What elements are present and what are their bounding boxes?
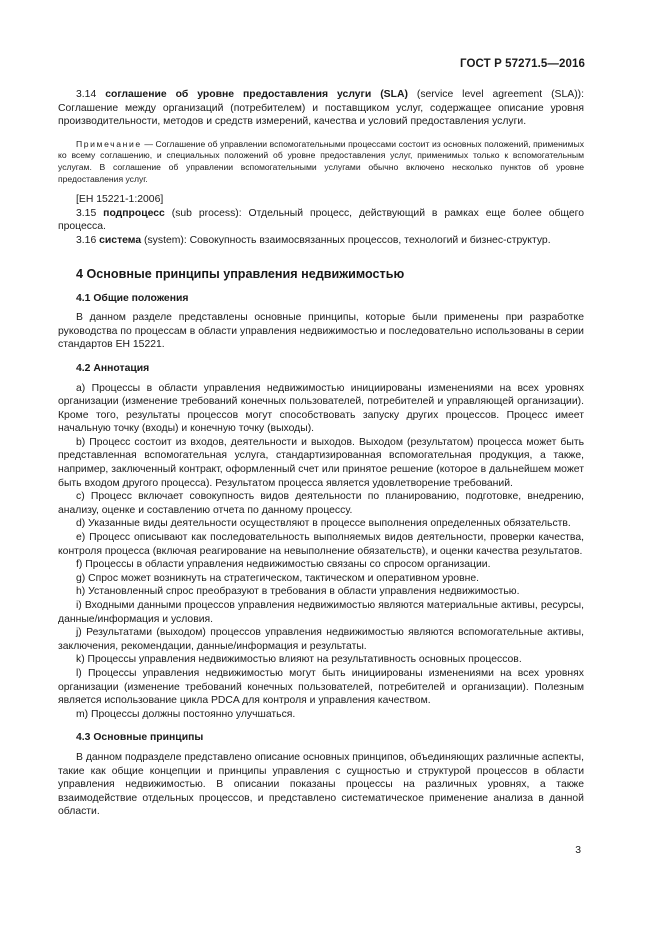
definition-3-15	[58, 207, 584, 234]
list-item: i) Входными данными процессов управления недвижимостью являются материальные активы, ресурсы, данные/информация и условия.	[58, 600, 584, 625]
page-body	[58, 88, 584, 819]
definition-number: 3.16	[76, 234, 97, 246]
list-item: k) Процессы управления недвижимостью влияют на результативность основных процессов.	[76, 654, 522, 666]
note-label: Примечание	[76, 138, 142, 149]
list-item: l) Процессы управления недвижимостью могут быть инициированы изменениями на всех уровнях организации (изменение требований конечных пользователей, потребителей и организации). Полезным является использование цикла PDCA для контроля и управления качеством.	[58, 667, 584, 707]
note-paragraph	[58, 139, 584, 185]
subsection-4-3-text: В данном подразделе представлено описание основных принципов, объединяющих различные аспекты, такие как общие концепции и принципы управления с сущностью и структурой процессов в области управления недвижимостью. В описании показаны процессы на различных уровнях, а также взаимодействие отдельных процессов, и представлено систематическое применение анализа в данной области.	[58, 751, 584, 818]
definition-number: 3.15	[76, 207, 97, 219]
definition-term: подпроцесс	[103, 207, 165, 219]
definition-3-16	[58, 234, 584, 248]
definition-text: (service level agreement (SLA)): Соглашение между организаций (потребителем) и поставщиком услуг, содержащее описание уровня производительности, методов и средств измерений, качества и условий предоставления услуги.	[58, 89, 585, 128]
definition-text: (system): Совокупность взаимосвязанных процессов, технологий и бизнес-структур.	[141, 234, 551, 246]
page-number: 3	[575, 845, 581, 856]
list-item: h) Установленный спрос преобразуют в требования в области управления недвижимостью.	[76, 586, 520, 598]
list-item: b) Процесс состоит из входов, деятельности и выходов. Выходом (результатом) процесса может быть представленная вспомогательная услуга, стандартизированная вспомогательная продукция, а также, например, заключенный контракт, оформленный счет или принятое решение (которое в дальнейшем может быть входом другого процесса). Результатом процесса является удовлетворение требований.	[58, 436, 584, 489]
list-item: f) Процессы в области управления недвижимостью связаны со спросом организации.	[76, 559, 491, 571]
subsection-4-3-heading: 4.3 Основные принципы	[76, 732, 204, 744]
list-item: g) Спрос может возникнуть на стратегическом, тактическом и оперативном уровне.	[76, 572, 479, 584]
list-item: а) Процессы в области управления недвижимостью инициированы изменениями на всех уровнях организации (изменение требований конечных пользователей, потребителей и управляющей организации). Кроме того, результаты процессов могут способствовать запуску других процессов. Процесс имеет начальную точку (входы) и конечную точку (выходы).	[58, 382, 584, 435]
definition-term: система	[99, 234, 142, 246]
list-item: d) Указанные виды деятельности осуществляют в процессе выполнения определенных обязательств.	[76, 518, 571, 530]
list-item: m) Процессы должны постоянно улучшаться.	[76, 708, 296, 720]
document-header: ГОСТ Р 57271.5—2016	[460, 58, 585, 70]
section-4-heading: 4 Основные принципы управления недвижимостью	[76, 266, 405, 281]
definition-3-14	[58, 88, 584, 129]
definition-text: (sub process): Отдельный процесс, действующий в рамках еще более общего процесса.	[58, 207, 585, 233]
list-item: е) Процесс описывают как последовательность выполняемых видов деятельности, проверки качества, контроля процесса (включая реагирование на невыполнение обязательств), и оценки качества результатов.	[58, 532, 584, 557]
list-item: с) Процесс включает совокупность видов деятельности по планированию, подготовке, внедрению, анализу, оценке и составлению отчета по данному процессу.	[58, 491, 584, 516]
source-reference: [ЕН 15221-1:2006]	[76, 194, 164, 206]
list-item: j) Результатами (выходом) процессов управления недвижимостью являются вспомогательные активы, заключения, рекомендации, данные/информация и результаты.	[58, 627, 584, 652]
note-text: — Соглашение об управлении вспомогательными процессами состоит из основных положений, применимых ко всему соглашению, и специальных положений об уровне предоставления услуг, применимых только к вспомогательным услугам. В соглашение об управлении вспомогательными услугами обычно включено несколько пунктов об уровне предоставления услуг.	[58, 138, 584, 184]
definition-term: соглашение об уровне предоставления услуги (SLA)	[105, 89, 408, 100]
definition-number: 3.14	[76, 89, 97, 100]
subsection-4-2-heading: 4.2 Аннотация	[76, 362, 150, 374]
subsection-4-1-text: В данном разделе представлены основные принципы, которые были применены при разработке руководства по процессам в области управления недвижимостью и последовательно использованы в серии стандартов ЕН 15221.	[58, 312, 584, 351]
subsection-4-1-heading: 4.1 Общие положения	[76, 292, 189, 304]
